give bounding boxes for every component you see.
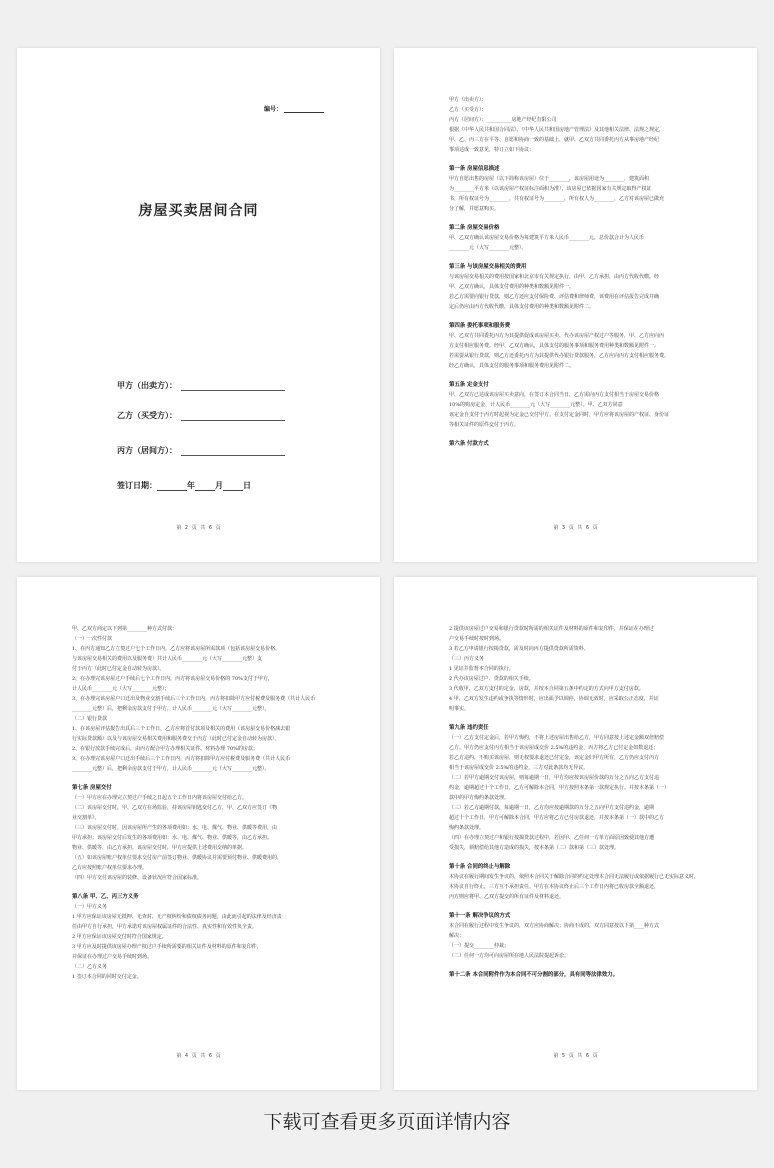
body-line: 甲、乙双方商定以下列第________种方式付款：: [72, 626, 178, 632]
body-line: 方支付相应服务费。经甲、乙双方确认，具体支付的服务事项和服务费用种类和数额见附件一。: [449, 343, 660, 349]
section-heading: 第九条 违约责任: [449, 725, 489, 731]
body-line: 乙方应按照账户权单位要求办理。: [72, 865, 148, 871]
body-line: 并保证在办理过户交易手续时到场。: [72, 954, 153, 960]
body-line: 约金，逾期超过十个工作日，乙方可解除本合同，甲方按照本条第一款规定执行。并按本条第（一）: [449, 785, 670, 791]
contract-number-label: 编号：: [263, 106, 282, 113]
body-line: （一）乙方支付定金后，若甲方悔约，不将上述房屋出售给乙方，甲方同意按上述定金额双倍赔偿: [449, 735, 665, 741]
section-heading: 第十一条 解决争议的方式: [449, 913, 511, 919]
contract-page-3: [17, 577, 380, 1090]
body-line: 甲、乙、丙三方在平等、自愿和协商一致的基础上，就甲、乙双方共同委托丙方从事房地产经纪: [449, 137, 660, 143]
body-line: 丙方则应将甲、乙双方提交的所有证件及材料退还。: [449, 894, 565, 900]
body-line: 3 代收甲、乙双方支付的定金、房款，并按本合同第五条中约定的方式向甲方支付房款。: [449, 686, 644, 692]
body-line: （一）提交________仲裁；: [449, 943, 510, 949]
body-line: 甲方自愿出售的房屋（以下简称该房屋）位于________，该房屋用途为________，建筑面积: [449, 176, 650, 182]
section-heading: 第六条 付款方式: [449, 441, 489, 447]
page-footer: 第 2 页 共 6 页: [176, 525, 221, 531]
body-line: 若乙方需要向银行贷款，则乙方还应支付保险费、评估费和律师费，该费用在评估报告完成并确: [449, 294, 660, 300]
body-line: 该定金自支付于丙方时起视为定金已交付甲方。在支付定金同时，甲方应将该房屋的产权证、身份证: [449, 412, 670, 418]
body-line: 1、在丙方通知乙方立契过户七个工作日内，乙方应将该房屋所需款项（包括该房屋交易价格、: [72, 646, 281, 652]
body-line: 若需要从银行贷款，则乙方还委托丙方为其提供代办银行贷款服务，乙方应向丙方支付相应服务费。: [449, 353, 670, 359]
party-a-row: [117, 380, 285, 391]
body-line: 甲、乙双方确认该房屋交易价格为每建筑平方米人民币________元，总价款合计为人民币: [449, 235, 645, 241]
body-line: 本合同在履行过程中发生争议的，双方应协商解决；协商不成的，双方同意按以下第____种方式: [449, 923, 660, 929]
section-heading: 第三条 与该房屋交易相关的费用: [449, 264, 527, 270]
body-line: 甲方承担；该房屋交付后发生的各项费用如：水、电、煤气、物业、供暖等，由乙方承担。: [72, 835, 273, 841]
body-line: 悔约条款处理。: [449, 825, 485, 831]
body-line: （三）若乙方逾期付款，每逾期一日，乙方均应按逾期款的万分之五向甲方支付违约金，逾期: [449, 805, 655, 811]
party-b-label: 乙方（买受方）：: [117, 411, 177, 420]
body-line: （四）甲方交付该房屋的装修、设备状况应符合国家标准。: [72, 875, 203, 881]
body-line: 书，所有权证号为________，共有权证号为________，所有权人为________，乙方对该房屋已做充: [449, 196, 665, 202]
sign-date-label: 签订日期：: [117, 481, 157, 490]
body-line: 甲、乙双方确认，具体支付费用的种类和数额见附件一。: [449, 284, 575, 290]
page-footer: 第 5 页 共 6 页: [553, 1053, 598, 1059]
body-line: 事项达成一致意见，特订立如下协议：: [449, 147, 535, 153]
body-line: ________元整）后，把剩余房款支付于甲方，计人民币________元（大写________元整）。: [72, 706, 270, 712]
body-line: 任由甲方自行承担，甲方承诺对该房屋权属证件的合法性、真实性和有效性负全责。: [72, 924, 258, 930]
body-line: 3、在办理完该房屋户口迁出手续后三个工作日内，丙方将扣除甲方应付税费及服务费（共计人民币: [72, 756, 291, 762]
body-line: 2 提供该房屋过户交易和银行贷款时所需的相关证件及材料的原件和复印件，并保证在办理过: [449, 626, 654, 632]
body-line: （五）如该房屋账户权单位要求交付房产前签订物业、供暖协议并需要预付物业、供暖费用的，: [72, 855, 283, 861]
body-line: 乙方。甲方仍应支付丙方相当于该房屋成交价 2.5%的违约金，丙方将乙方已付定金如数退还；: [449, 745, 659, 751]
body-line: 根据《中华人民共和国合同法》、《中华人民共和国房地产管理法》及其他相关法律、法规之规定，: [449, 127, 665, 133]
body-line: 本协议在履行期间发生争议的，依照本合同关于解除合同的约定处理本合同无法履行或依据履行已无实际意义时，: [449, 874, 700, 880]
section-heading: 第四条 委托事项和服务费: [449, 323, 511, 329]
body-line: 甲方（出卖方）：: [449, 97, 487, 103]
body-line: 分了解，并愿意购买。: [449, 206, 500, 212]
page-body: [449, 624, 704, 980]
body-line: 等相关证件的原件交付于丙方。: [449, 422, 520, 428]
page-body: [449, 95, 704, 449]
body-line: 1 甲方应保证该房屋无抵押、无查封、无产权纠纷和债权债务问题，由此而引起的法律及经济责: [72, 914, 282, 920]
body-line: 户交易手续时按时到场。: [449, 636, 505, 642]
party-a-label: 甲方（出卖方）：: [117, 381, 177, 390]
body-line: （一）甲方应在办理完立契过户手续之日起五个工作日内将该房屋交付给乙方。: [72, 795, 248, 801]
contract-page-2: [394, 48, 757, 562]
download-caption: 下载可查看更多页面详情内容: [263, 1111, 511, 1133]
body-line: 定后仍应由丙方代收代缴，具体支付费用的种类和数额见附件二。: [449, 304, 595, 310]
body-line: （二）银行贷款: [72, 716, 108, 722]
body-line: ________元（大写________元整）。: [449, 245, 527, 251]
body-line: 1 见证并监督本合同的执行。: [449, 666, 514, 672]
body-line: 本协议自行终止，三方互不承担责任。甲方在本协议终止后三个工作日内将已收房款全额退还，: [449, 884, 660, 890]
page-body: [72, 624, 327, 982]
body-line: 3 若乙方申请银行按揭贷款，需及时向丙方提供贷款所需资料。: [449, 646, 589, 652]
body-line: 3 甲方应及时提供该房屋办理产权过户手续所需要的相关证件及材料的原件和复印件，: [72, 944, 262, 950]
year-label: 年: [187, 481, 195, 490]
body-line: （二）任何一方均可向房屋所在地人民法院提起诉讼。: [449, 953, 570, 959]
section-heading: 第十条 合同的终止与解除: [449, 864, 511, 870]
body-line: 明事实。: [449, 706, 470, 712]
body-line: 4 甲、乙双方发生违约或争执等情形时，应出面予以调停，协调无效时，应采取公正态度，并证: [449, 696, 659, 702]
body-line: 甲、乙双方已达成该房屋买卖意向，在签订本合同当日，乙方需向丙方支付相当于房屋交易价格: [449, 392, 660, 398]
party-b-row: [117, 410, 285, 421]
body-line: 与该房屋交易相关的费用按国家和北京市有关规定执行，由甲、乙方承担，由丙方代收代缴。经: [449, 274, 660, 280]
body-line: （一）一次性付款: [72, 636, 113, 642]
section-heading: 第七条 房屋交付: [72, 785, 112, 791]
body-line: 1、在该房屋评估报告出具后三个工作日，乙方应将首付款项及相关的费用（该房屋交易价格减去银: [72, 726, 291, 732]
body-line: （三）该房屋交付时，因该房屋所产生的各项费用如：水、电、煤气、物业、供暖等费用，由: [72, 825, 278, 831]
body-line: 受损失，须赔偿给其他方造成的损失，按本条第（二）款和第（三）款处理。: [449, 845, 620, 851]
body-line: 10%的购房定金，计人民币________元（大写________元整）。甲、乙双方同意: [449, 402, 623, 408]
body-line: 付于丙方（此时已付定金自动转为房款）。: [72, 666, 165, 672]
body-line: （四）在办理立契过户和银行按揭贷款过程中，若因甲、乙任何一方单方面原因致使其他方遭: [449, 835, 655, 841]
page-footer: 第 3 页 共 6 页: [553, 525, 598, 531]
body-line: 业交割单》。: [72, 815, 100, 821]
section-heading: 第十二条 本合同附件作为本合同不可分割的部分，具有同等法律效力。: [449, 972, 618, 978]
body-line: 1 签订本合同的同时交付定金。: [72, 974, 142, 980]
body-line: 甲、乙双方共同委托丙方为其提供促成该房屋买卖、代办该房屋产权过户等服务，甲、乙方应向丙: [449, 333, 665, 339]
section-heading: 第一条 房屋信息描述: [449, 166, 500, 172]
body-line: ________元整）后，把剩余房款支付于甲方，计人民币________元（大写________元整）。: [72, 766, 270, 772]
body-line: 经乙方确认，具体支付的服务事项和服务费用见附件二。: [449, 363, 575, 369]
body-line: 2 代办该房屋过户、贷款的相关手续。: [449, 676, 534, 682]
month-label: 月: [215, 481, 223, 490]
body-line: 相当于该房屋成交价 2.5%的违约金，三方对此条款均无异议。: [449, 765, 589, 771]
party-c-label: 丙方（居间方）：: [117, 446, 177, 455]
section-heading: 第八条 甲、乙、丙三方义务: [72, 894, 139, 900]
body-line: （二）乙方义务: [72, 964, 108, 970]
section-heading: 第二条 房屋交易价格: [449, 225, 500, 231]
body-line: 与该房屋交易相关的费用以及服务费）共计人民币________元（大写________元整）支: [72, 656, 263, 662]
body-line: 解决：: [449, 933, 465, 939]
body-line: 为________平方米（以该房屋产权证标注面积为准），该房屋已依据国家有关规定取得产权证: [449, 186, 652, 192]
section-heading: 第五条 定金支付: [449, 382, 489, 388]
body-line: 款中的甲方悔约条款处理。: [449, 795, 510, 801]
cover-page: [17, 48, 380, 562]
body-line: 乙方（买受方）：: [449, 107, 487, 113]
body-line: 计人民币________元（大写________元整）；: [72, 686, 170, 692]
party-c-row: [117, 445, 285, 456]
body-line: （一）甲方义务: [72, 904, 108, 910]
contract-title: 房屋买卖居间合同: [138, 203, 259, 219]
body-line: 3、在办理完该房屋户口迁出及物业交割手续后三个工作日内，丙方将扣除甲方应付税费及服务费（共计人民币: [72, 696, 316, 702]
body-line: （二）该房屋交付时，甲、乙双方在场监验，持该房屋钥匙交付乙方，甲、乙双方应签订《物: [72, 805, 278, 811]
body-line: （二）若甲方逾期交付该房屋，则每逾期一日，甲方均应按该房屋价款的万分之五向乙方支付违: [449, 775, 660, 781]
body-line: 行实际贷款额）以及与该房屋交易相关费用和服务费交于丙方（此时已付定金自动转为房款）。: [72, 736, 280, 742]
body-line: 2、在银行放款手续完成后，由丙方配合甲方办理相关证件、材料办理 70%的房款；: [72, 746, 258, 752]
body-line: 丙方（居间方）：__________房地产经纪有限公司: [449, 117, 557, 123]
contract-number: [264, 104, 324, 113]
day-label: 日: [243, 481, 251, 490]
body-line: 2、在办理完该房屋过户手续后七个工作日内，丙方将该房屋交易价格的 70%支付于甲方，: [72, 676, 273, 682]
body-line: 超过十个工作日，甲方可解除本合同，甲方应将乙方已付房款退还，并按本条第（一）款中的乙方: [449, 815, 665, 821]
contract-page-4: [394, 577, 757, 1090]
body-line: 2 甲方应保证该房屋交付时符合国家规定。: [72, 934, 167, 940]
body-line: 物业、供暖等，由乙方承担。该房屋交付时，甲方应提供上述费用交纳的单据。: [72, 845, 248, 851]
body-line: 若乙方违约，不购买该房屋，则无权要求退还已付定金，该定金归甲方所有，乙方仍应支付丙方: [449, 755, 660, 761]
sign-date-row: [117, 480, 251, 491]
body-line: （三）丙方义务: [449, 656, 485, 662]
page-footer: 第 4 页 共 6 页: [176, 1053, 221, 1059]
